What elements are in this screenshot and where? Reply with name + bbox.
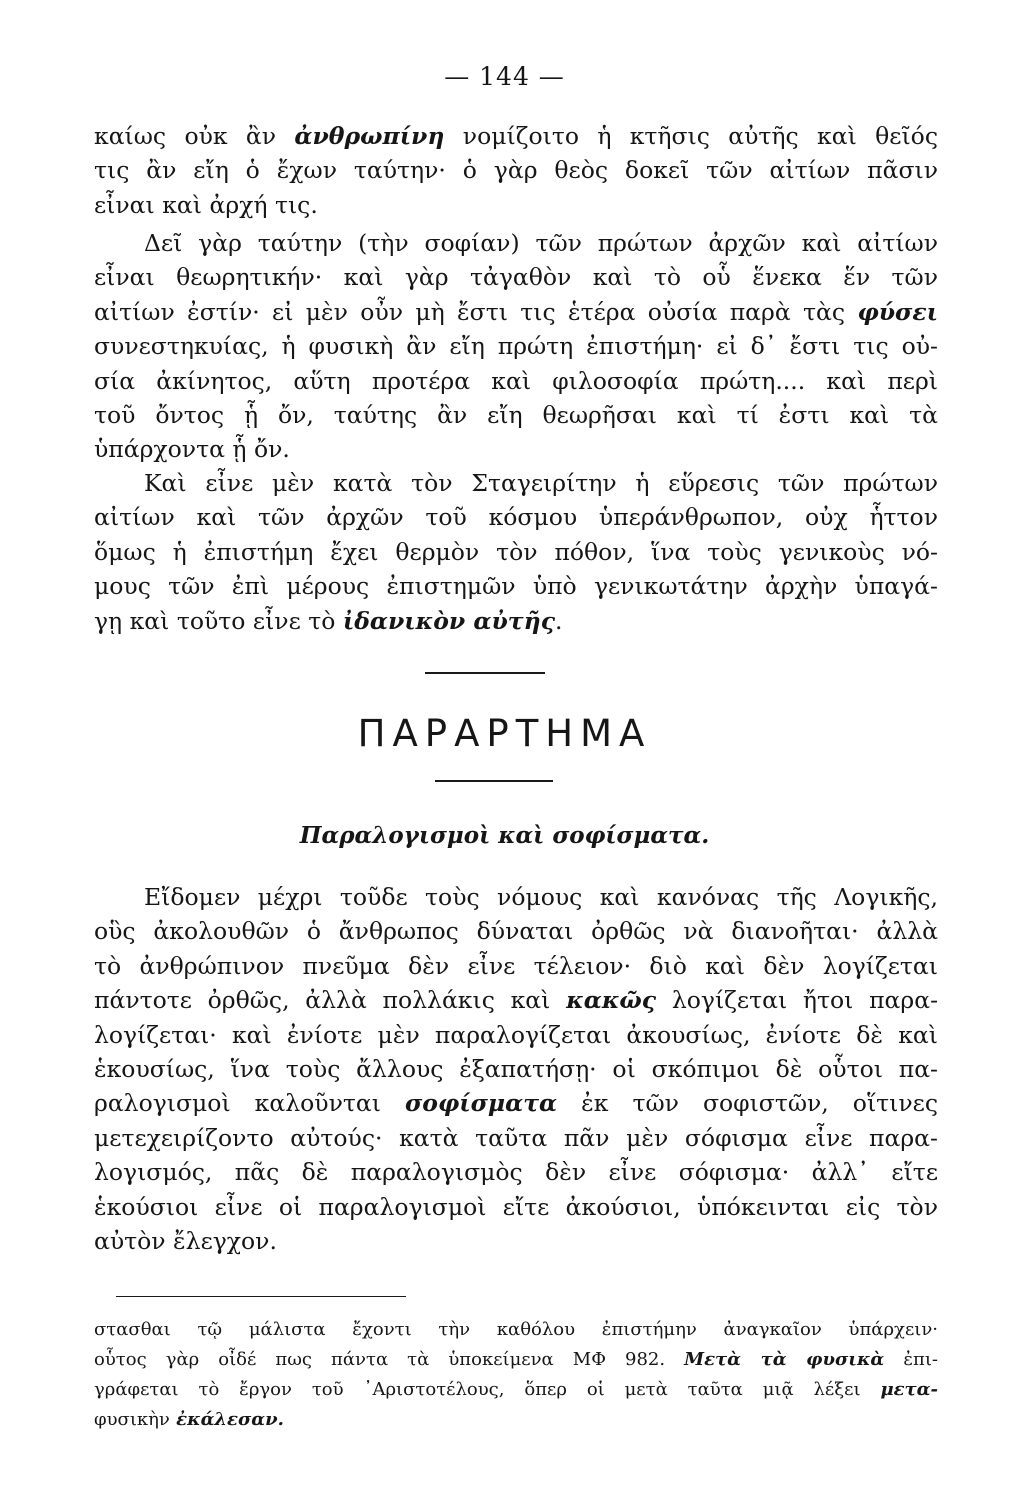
text-segment: εἶναι θεωρητικήν· καὶ γὰρ τἀγαθὸν καὶ τὸ οὗ ἕνεκα ἕν τῶν [94, 263, 938, 292]
text-line [94, 569, 938, 603]
text-line [94, 329, 938, 363]
text-segment: τις ἂν εἴη ὁ ἔχων ταύτην· ὁ γὰρ θεὸς δοκεῖ τῶν αἰτίων πᾶσιν [94, 156, 938, 185]
paragraph-fallacies [94, 880, 938, 1258]
text-segment: στασθαι τῷ μάλιστα ἔχοντι τὴν καθόλου ἐπιστήμην ἀναγκαῖον ὑπάρχειν· [94, 1319, 938, 1340]
text-line [94, 260, 938, 294]
footnote-rule [116, 1296, 406, 1297]
text-line [94, 1315, 938, 1345]
footnote [94, 1315, 938, 1435]
text-segment: οὓς ἀκολουθῶν ὁ ἄνθρωπος δύναται ὀρθῶς νὰ διανοῆται· ἀλλὰ [94, 917, 938, 946]
text-line [94, 1018, 938, 1052]
text-line [94, 880, 938, 914]
paragraph-wisdom [94, 226, 938, 467]
text-segment: καίως οὐκ ἂν [94, 122, 295, 150]
text-segment: ἑκουσίως, ἵνα τοὺς ἄλλους ἐξαπατήσῃ· οἱ σκόπιμοι δὲ οὗτοι πα- [94, 1054, 938, 1083]
text-segment: τὸ ἀνθρώπινον πνεῦμα δὲν εἶνε τέλειον· διὸ καὶ δὲν λογίζεται [94, 951, 938, 980]
text-segment: Εἴδομεν μέχρι τοῦδε τοὺς νόμους καὶ κανόνας τῆς Λογικῆς, [144, 883, 938, 911]
text-segment: εἶναι καὶ ἀρχή τις. [94, 190, 318, 219]
text-segment: τοῦ ὄντος ᾗ ὄν, ταύτης ἂν εἴη θεωρῆσαι καὶ τί ἐστι καὶ τὰ [94, 400, 938, 429]
text-line [94, 1190, 938, 1224]
text-segment: νομίζοιτο ἡ κτῆσις αὐτῆς καὶ θεῖός [444, 122, 938, 150]
section-subheading: Παραλογισμοὶ καὶ σοφίσματα. [299, 822, 710, 849]
page-number: — 144 — [444, 62, 565, 91]
text-segment: σία ἀκίνητος, αὕτη προτέρα καὶ φιλοσοφία πρώτη.... καὶ περὶ [94, 366, 938, 395]
text-segment: Δεῖ γὰρ ταύτην (τὴν σοφίαν) τῶν πρώτων ἀρχῶν καὶ αἰτίων [144, 229, 938, 257]
text-line [94, 398, 938, 432]
emphasis-text: Μετὰ τὰ φυσικὰ [684, 1349, 885, 1370]
text-segment: Καὶ εἶνε μὲν κατὰ τὸν Σταγειρίτην ἡ εὕρεσις τῶν πρώτων [144, 469, 938, 497]
text-segment: πάντοτε ὀρθῶς, ἀλλὰ πολλάκις καὶ [94, 986, 567, 1015]
text-segment: γῃ καὶ τοῦτο εἶνε τὸ [94, 606, 343, 635]
text-line [94, 1052, 938, 1086]
text-line [94, 295, 938, 329]
text-line [94, 914, 938, 948]
text-segment: ὅμως ἡ ἐπιστήμη ἔχει θερμὸν τὸν πόθον, ἵνα τοὺς γενικοὺς νό- [94, 537, 938, 566]
emphasis-text: ἐκάλεσαν. [169, 1409, 284, 1430]
text-segment: ἑκούσιοι εἶνε οἱ παραλογισμοὶ εἴτε ἀκούσιοι, ὑπόκεινται εἰς τὸν [94, 1192, 938, 1221]
text-line [94, 466, 938, 500]
text-segment: λογίζεται· καὶ ἐνίοτε μὲν παραλογίζεται ἀκουσίως, ἐνίοτε δὲ καὶ [94, 1020, 938, 1049]
text-segment: γράφεται τὸ ἔργον τοῦ ᾿Αριστοτέλους, ὅπερ οἱ μετὰ ταῦτα μιᾷ λέξει [94, 1379, 881, 1400]
text-line [94, 1155, 938, 1189]
text-line [94, 500, 938, 534]
heading-underline [435, 780, 553, 782]
text-segment: μετεχειρίζοντο αὐτούς· κατὰ ταῦτα πᾶν μὲν σόφισμα εἶνε παρα- [94, 1123, 938, 1152]
text-segment: φυσικὴν [94, 1409, 170, 1430]
text-line [94, 535, 938, 569]
appendix-heading: ΠΑΡΑΡΤΗΜΑ [357, 712, 652, 755]
emphasis-text: ἰδανικὸν αὐτῆς [342, 606, 556, 635]
text-line [94, 119, 938, 153]
intro-paragraph [94, 119, 938, 222]
text-line [94, 226, 938, 260]
text-segment: ὑπάρχοντα ᾗ ὄν. [94, 435, 290, 464]
text-line [94, 1405, 938, 1435]
text-line [94, 1375, 938, 1405]
text-line [94, 1224, 938, 1258]
text-segment: οὗτος γὰρ οἶδέ πως πάντα τὰ ὑποκείμενα ΜΦ 982. [94, 1349, 685, 1370]
text-line [94, 432, 938, 466]
text-segment: αἰτίων καὶ τῶν ἀρχῶν τοῦ κόσμου ὑπεράνθρωπον, οὐχ ἧττον [94, 503, 938, 532]
text-segment: ἐκ τῶν σοφιστῶν, οἵτινες [557, 1089, 938, 1118]
emphasis-text: σοφίσματα [404, 1089, 558, 1118]
section-divider [425, 672, 545, 674]
text-line [94, 364, 938, 398]
emphasis-text: ἀνθρωπίνη [294, 122, 445, 150]
text-line [94, 153, 938, 187]
text-segment: αὐτὸν ἔλεγχον. [94, 1226, 277, 1255]
text-segment: ραλογισμοὶ καλοῦνται [94, 1089, 405, 1118]
text-segment: λογίζεται ἤτοι παρα- [656, 986, 939, 1015]
text-line [94, 1121, 938, 1155]
text-segment: ἐπι- [884, 1349, 938, 1370]
text-segment: συνεστηκυίας, ἡ φυσικὴ ἂν εἴη πρώτη ἐπιστήμη· εἰ δ᾿ ἔστι τις οὐ- [94, 332, 938, 361]
emphasis-text: μετα- [880, 1379, 938, 1400]
text-line [94, 1345, 938, 1375]
text-segment: αἰτίων ἐστίν· εἰ μὲν οὖν μὴ ἔστι τις ἑτέρα οὐσία παρὰ τὰς [94, 297, 858, 326]
text-segment: λογισμός, πᾶς δὲ παραλογισμὸς δὲν εἶνε σόφισμα· ἀλλ᾿ εἴτε [94, 1158, 938, 1187]
text-line [94, 604, 938, 638]
text-segment: . [555, 606, 563, 635]
text-line [94, 983, 938, 1017]
text-segment: μους τῶν ἐπὶ μέρους ἐπιστημῶν ὑπὸ γενικωτάτην ἀρχὴν ὑπαγά- [94, 572, 938, 601]
text-line [94, 949, 938, 983]
emphasis-text: κακῶς [566, 986, 657, 1015]
emphasis-text: φύσει [857, 297, 938, 326]
text-line [94, 1086, 938, 1120]
text-line [94, 188, 938, 222]
paragraph-stagirite [94, 466, 938, 638]
